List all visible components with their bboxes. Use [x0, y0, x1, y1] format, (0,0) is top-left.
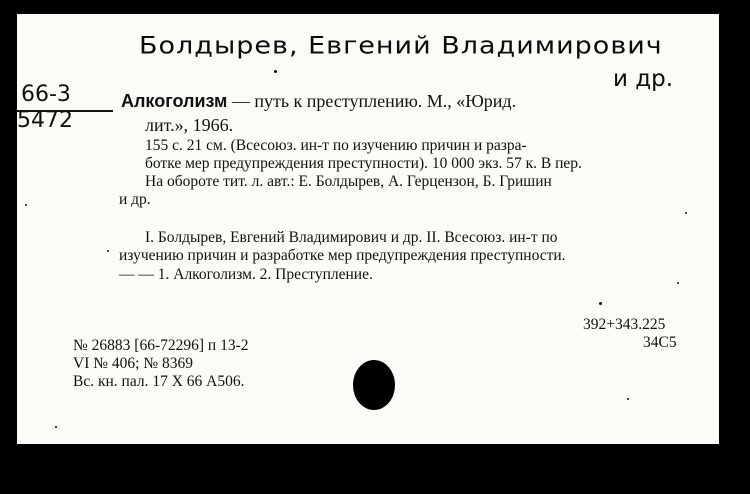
speck: [599, 302, 602, 305]
title-rest: — путь к преступлению. М., «Юрид.: [227, 91, 517, 111]
tracing-line-1: I. Болдырев, Евгений Владимирович и др. II. Всесоюз. ин-т по: [145, 229, 558, 246]
speck: [55, 426, 57, 428]
speck: [677, 282, 679, 284]
record-line-1: № 26883 [66-72296] п 13-2: [73, 337, 249, 354]
tracing-line-2: изучению причин и разработке мер предупреждения преступности.: [119, 247, 566, 264]
title-word: Алкоголизм: [121, 91, 228, 111]
publisher-line: лит.», 1966.: [145, 115, 234, 135]
handwritten-heading-continuation: и др.: [613, 66, 674, 92]
catalog-card: [17, 14, 719, 444]
physical-description-line-2: ботке мер предупреждения преступности). 10 000 экз. 57 к. В пер.: [145, 155, 582, 172]
record-line-3: Вс. кн. пал. 17 X 66 А506.: [73, 373, 245, 390]
note-line-1: На обороте тит. л. авт.: Е. Болдырев, А. Герцензон, Б. Гришин: [145, 173, 552, 190]
tracing-line-3: — — 1. Алкоголизм. 2. Преступление.: [119, 266, 373, 283]
ink-blot: [353, 360, 395, 410]
speck: [627, 398, 629, 400]
record-line-2: VI № 406; № 8369: [73, 355, 193, 372]
physical-description-line-1: 155 с. 21 см. (Всесоюз. ин-т по изучению причин и разра-: [145, 137, 527, 154]
speck: [25, 204, 27, 206]
handwritten-heading: Болдырев, Евгений Владимирович: [139, 32, 663, 60]
author-mark: 34С5: [643, 334, 677, 351]
note-line-2: и др.: [119, 191, 151, 208]
speck: [274, 70, 277, 73]
title-line: [121, 92, 516, 110]
call-number-top: 66-3: [21, 82, 71, 107]
classification-number: 392+343.225: [583, 316, 666, 333]
speck: [107, 250, 109, 252]
call-number-bottom: 5472: [17, 108, 73, 133]
speck: [685, 212, 687, 214]
